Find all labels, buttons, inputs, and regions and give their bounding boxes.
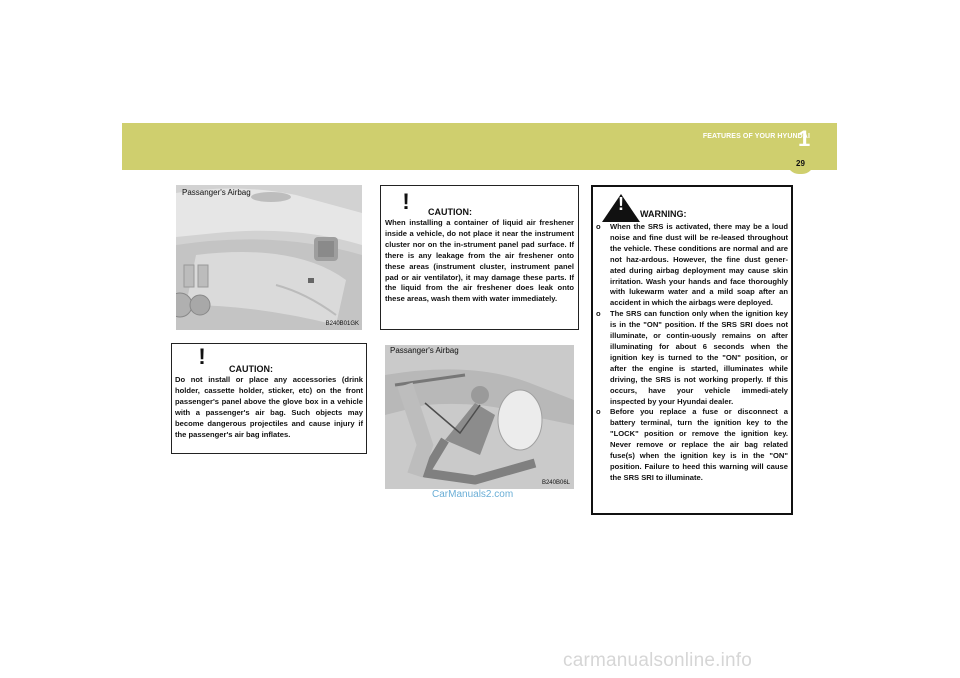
exclamation-icon: !	[402, 189, 410, 214]
airbag-deployment-illustration	[385, 345, 574, 489]
warning-box-srs	[591, 185, 793, 515]
bullet: o	[596, 309, 601, 319]
bullet: o	[596, 222, 601, 231]
warning-item	[596, 407, 788, 483]
warning-item-text: When the SRS is activated, there may be a loud noise and fine dust will be re-leased throughout the vehicle. These conditions are normal and are not haz-ardous. However, the fine dust gener-ated during airbag deployment may cause skin irritation. Wash your hands and face thoroughly with lukewarm water and a mild soap after an accident in which the airbags were deployed.	[610, 222, 788, 308]
warning-item	[596, 309, 788, 407]
warning-item-text: Before you replace a fuse or disconnect a battery terminal, turn the ignition key to the "LOCK" position or remove the ignition key. Never remove or replace the air bag related fuse(s) when the ignition key is in the "ON" position. Failure to heed this warning will cause the SRS SRI to illuminate.	[610, 407, 788, 482]
caution-title: CAUTION:	[229, 364, 273, 374]
exclamation-icon: !	[198, 344, 206, 369]
dashboard-illustration	[176, 185, 362, 330]
figure-label: Passanger's Airbag	[182, 188, 251, 197]
warning-list	[596, 222, 788, 484]
caution-box-air-freshener	[380, 185, 579, 330]
figure-code: B240B06L	[541, 480, 570, 486]
chapter-header-band	[122, 123, 837, 170]
warning-title: WARNING:	[640, 209, 687, 219]
warning-item-text: The SRS can function only when the ignition key is in the "ON" position. If the SRS SRI does not illuminate, or contin-uously remains on after illuminating for about 6 seconds when the ignition key is turned to the "ON" position, or after the engine is started, illuminates while driving, the SRS is not working properly. If this occurs, have your vehicle immedi-ately inspected by your Hyundai dealer.	[610, 309, 788, 406]
carmanuals-watermark[interactable]: CarManuals2.com	[432, 489, 514, 500]
passenger-airbag-deployment-image	[385, 345, 574, 489]
warning-item	[596, 222, 788, 309]
bullet: o	[596, 407, 601, 417]
chapter-number: 1	[798, 126, 811, 151]
figure-label: Passanger's Airbag	[390, 346, 459, 355]
passenger-airbag-dashboard-image	[176, 185, 362, 330]
caution-text: When installing a container of liquid air freshener inside a vehicle, do not place it near the instrument cluster nor on the in-strument panel pad surface. If there is any leakage from the air freshener onto these areas (instrument cluster, instrument panel pad or air ventilator), it may damage these parts. If the liquid from the air freshener does leak onto these areas, wash them with water immediately.	[385, 218, 574, 304]
caution-text: Do not install or place any accessories (drink holder, cassette holder, sticker, etc) on the front passenger's panel above the glove box in a vehicle with a passenger's air bag. Such objects may become dangerous projectiles and cause injury if the passenger's air bag inflates.	[175, 375, 363, 439]
exclamation-icon: !	[618, 194, 624, 214]
chapter-title: FEATURES OF YOUR HYUNDAI	[702, 133, 810, 140]
page-number: 29	[787, 153, 814, 174]
caution-box-accessories	[171, 343, 367, 454]
figure-code: B240B01GK	[325, 321, 359, 327]
caution-title: CAUTION:	[428, 207, 472, 217]
footer-watermark: carmanualsonline.info	[563, 650, 753, 671]
